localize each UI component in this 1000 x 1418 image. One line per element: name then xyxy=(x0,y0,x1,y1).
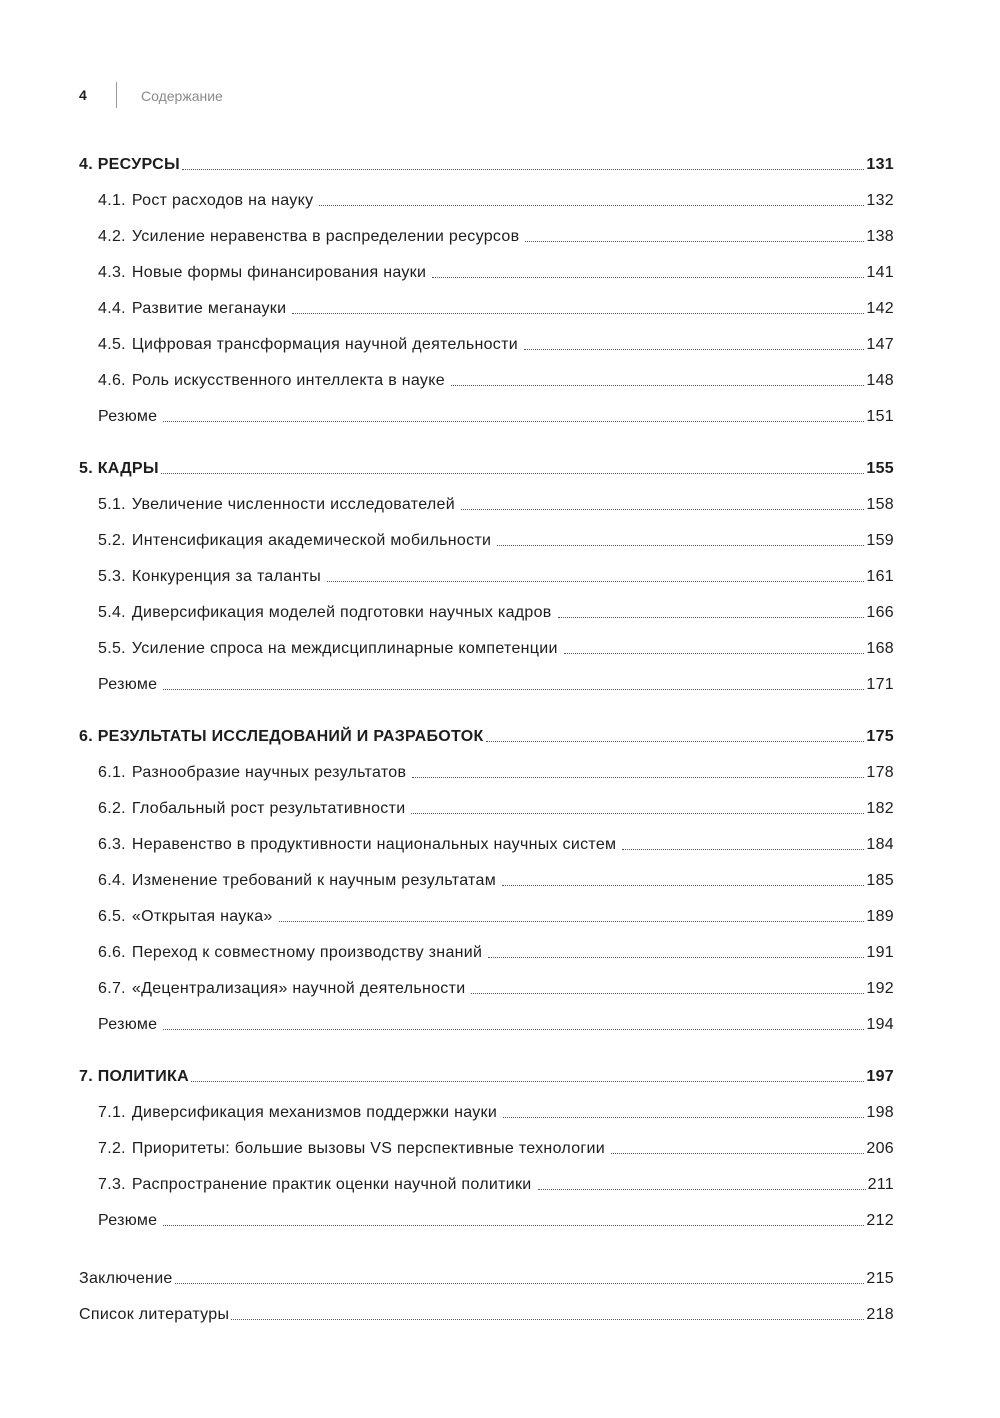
toc-entry-page-number: 198 xyxy=(866,1104,894,1121)
toc-entry-title: Рост расходов на науку xyxy=(131,192,314,209)
dot-leader xyxy=(163,1225,864,1226)
toc-entry-number: 4.3. xyxy=(98,264,126,281)
toc-entry-number: 6.4. xyxy=(98,872,126,889)
toc-entry-section[interactable] xyxy=(98,369,894,391)
toc-entry-section[interactable] xyxy=(98,869,894,891)
toc-entry-page-number: 161 xyxy=(866,568,894,585)
toc-entry-title: Интенсификация академической мобильности xyxy=(131,532,492,549)
dot-leader xyxy=(497,545,864,546)
toc-entry-page-number: 182 xyxy=(866,800,894,817)
dot-leader xyxy=(411,813,864,814)
toc-entry-title: Изменение требований к научным результатам xyxy=(131,872,496,889)
toc-entry-number: 6.5. xyxy=(98,908,126,925)
toc-entry-page-number: 131 xyxy=(866,156,894,173)
toc-entry-chapter[interactable] xyxy=(79,1065,894,1087)
toc-entry-number: 4.2. xyxy=(98,228,126,245)
toc-entry-page-number: 132 xyxy=(866,192,894,209)
toc-entry-summary[interactable] xyxy=(98,673,894,695)
toc-entry-title: Увеличение численности исследователей xyxy=(131,496,455,513)
toc-entry-chapter[interactable] xyxy=(79,725,894,747)
toc-entry-title: Роль искусственного интеллекта в науке xyxy=(131,372,445,389)
toc-entry-number: 6.6. xyxy=(98,944,126,961)
dot-leader xyxy=(163,1029,864,1030)
toc-entry-page-number: 147 xyxy=(866,336,894,353)
page-number: 4 xyxy=(79,87,87,103)
dot-leader xyxy=(525,241,864,242)
toc-entry-section[interactable] xyxy=(98,493,894,515)
toc-entry-number: 7.3. xyxy=(98,1176,126,1193)
toc-entry-page-number: 159 xyxy=(866,532,894,549)
toc-entry-number: 6.2. xyxy=(98,800,126,817)
dot-leader xyxy=(163,421,864,422)
toc-entry-page-number: 189 xyxy=(866,908,894,925)
dot-leader xyxy=(622,849,864,850)
dot-leader xyxy=(524,349,864,350)
toc-entry-page-number: 158 xyxy=(866,496,894,513)
toc-entry-title: Неравенство в продуктивности национальных научных систем xyxy=(131,836,617,853)
dot-leader xyxy=(503,1117,864,1118)
toc-entry-title: «Открытая наука» xyxy=(131,908,273,925)
dot-leader xyxy=(412,777,864,778)
dot-leader xyxy=(163,689,864,690)
toc-entry-page-number: 184 xyxy=(866,836,894,853)
dot-leader xyxy=(611,1153,864,1154)
toc-entry-title: Список литературы xyxy=(79,1306,230,1323)
dot-leader xyxy=(461,509,864,510)
toc-entry-section[interactable] xyxy=(98,1101,894,1123)
toc-entry-section[interactable] xyxy=(98,297,894,319)
toc-entry-number: 7.1. xyxy=(98,1104,126,1121)
dot-leader xyxy=(488,957,864,958)
toc-entry-page-number: 175 xyxy=(866,728,894,745)
dot-leader xyxy=(191,1081,864,1082)
toc-entry-page-number: 218 xyxy=(866,1306,894,1323)
toc-entry-page-number: 166 xyxy=(866,604,894,621)
toc-entry-section[interactable] xyxy=(98,1137,894,1159)
toc-entry-title: Цифровая трансформация научной деятельности xyxy=(131,336,518,353)
toc-entry-page-number: 197 xyxy=(866,1068,894,1085)
toc-entry-chapter[interactable] xyxy=(79,457,894,479)
toc-entry-page-number: 138 xyxy=(866,228,894,245)
dot-leader xyxy=(327,581,864,582)
toc-entry-section[interactable] xyxy=(98,833,894,855)
toc-entry-section[interactable] xyxy=(98,529,894,551)
toc-entry-number: 4.4. xyxy=(98,300,126,317)
dot-leader xyxy=(175,1283,865,1284)
toc-entry-title: «Децентрализация» научной деятельности xyxy=(131,980,466,997)
toc-entry-page-number: 168 xyxy=(866,640,894,657)
toc-entry-number: 5.2. xyxy=(98,532,126,549)
toc-entry-title: Резюме xyxy=(98,676,158,693)
toc-entry-title: Разнообразие научных результатов xyxy=(131,764,407,781)
toc-entry-title: Заключение xyxy=(79,1270,173,1287)
toc-entry-section[interactable] xyxy=(98,189,894,211)
toc-entry-page-number: 212 xyxy=(866,1212,894,1229)
toc-entry-section[interactable] xyxy=(98,565,894,587)
toc-entry-title: Новые формы финансирования науки xyxy=(131,264,427,281)
toc-entry-page-number: 194 xyxy=(866,1016,894,1033)
toc-entry-page-number: 215 xyxy=(866,1270,894,1287)
toc-entry-section[interactable] xyxy=(98,261,894,283)
toc-entry-section[interactable] xyxy=(98,333,894,355)
toc-entry-title: Диверсификация механизмов поддержки науки xyxy=(131,1104,498,1121)
toc-entry-page-number: 192 xyxy=(866,980,894,997)
toc-entry-section[interactable] xyxy=(98,797,894,819)
dot-leader xyxy=(558,617,865,618)
toc-entry-page-number: 185 xyxy=(866,872,894,889)
dot-leader xyxy=(161,473,865,474)
toc-entry-title: Развитие меганауки xyxy=(131,300,287,317)
dot-leader xyxy=(451,385,864,386)
toc-entry-title: Переход к совместному производству знаний xyxy=(131,944,483,961)
toc-entry-chapter[interactable] xyxy=(79,153,894,175)
toc-entry-page-number: 155 xyxy=(866,460,894,477)
toc-entry-number: 5.3. xyxy=(98,568,126,585)
dot-leader xyxy=(502,885,864,886)
toc-entry-page-number: 211 xyxy=(867,1176,894,1193)
toc-entry-number: 6.3. xyxy=(98,836,126,853)
toc-entry-number: 4.5. xyxy=(98,336,126,353)
dot-leader xyxy=(432,277,864,278)
toc-entry-number: 6.7. xyxy=(98,980,126,997)
toc-entry-title: Глобальный рост результативности xyxy=(131,800,406,817)
toc-entry-title: 7. ПОЛИТИКА xyxy=(79,1068,189,1085)
toc-entry-title: Усиление неравенства в распределении ресурсов xyxy=(131,228,520,245)
toc-entry-page-number: 171 xyxy=(866,676,894,693)
toc-entry-number: 4.6. xyxy=(98,372,126,389)
toc-entry-section[interactable] xyxy=(98,637,894,659)
toc-entry-summary[interactable] xyxy=(98,1209,894,1231)
toc-entry-title: 6. РЕЗУЛЬТАТЫ ИССЛЕДОВАНИЙ И РАЗРАБОТОК xyxy=(79,728,484,745)
dot-leader xyxy=(292,313,864,314)
toc-entry-title: Распространение практик оценки научной политики xyxy=(131,1176,532,1193)
toc-entry-page-number: 141 xyxy=(866,264,894,281)
toc-entry-page-number: 206 xyxy=(866,1140,894,1157)
toc-entry-title: Резюме xyxy=(98,1212,158,1229)
toc-entry-page-number: 142 xyxy=(866,300,894,317)
toc-entry-title: 5. КАДРЫ xyxy=(79,460,159,477)
toc-entry-number: 4.1. xyxy=(98,192,126,209)
dot-leader xyxy=(319,205,864,206)
dot-leader xyxy=(231,1319,864,1320)
toc-entry-title: 4. РЕСУРСЫ xyxy=(79,156,180,173)
toc-entry-summary[interactable] xyxy=(98,1013,894,1035)
dot-leader xyxy=(182,169,864,170)
toc-entry-section[interactable] xyxy=(98,941,894,963)
toc-entry-page-number: 151 xyxy=(866,408,894,425)
dot-leader xyxy=(279,921,865,922)
toc-entry-section[interactable] xyxy=(98,601,894,623)
toc-entry-title: Конкуренция за таланты xyxy=(131,568,322,585)
toc-entry-number: 5.4. xyxy=(98,604,126,621)
toc-entry-section[interactable] xyxy=(98,761,894,783)
toc-entry-title: Приоритеты: большие вызовы VS перспективные технологии xyxy=(131,1140,606,1157)
toc-entry-section[interactable] xyxy=(98,977,894,999)
dot-leader xyxy=(471,993,864,994)
toc-entry-section[interactable] xyxy=(98,1173,894,1195)
toc-entry-page-number: 178 xyxy=(866,764,894,781)
dot-leader xyxy=(538,1189,866,1190)
toc-entry-title: Усиление спроса на междисциплинарные компетенции xyxy=(131,640,558,657)
toc-entry-section[interactable] xyxy=(98,225,894,247)
toc-entry-number: 5.1. xyxy=(98,496,126,513)
toc-entry-number: 6.1. xyxy=(98,764,126,781)
toc-entry-end[interactable] xyxy=(79,1267,894,1289)
dot-leader xyxy=(486,741,865,742)
dot-leader xyxy=(564,653,865,654)
toc-entry-title: Диверсификация моделей подготовки научных кадров xyxy=(131,604,552,621)
toc-entry-section[interactable] xyxy=(98,905,894,927)
toc-entry-summary[interactable] xyxy=(98,405,894,427)
toc-entry-end[interactable] xyxy=(79,1303,894,1325)
toc-entry-page-number: 148 xyxy=(866,372,894,389)
toc-entry-title: Резюме xyxy=(98,1016,158,1033)
running-head-title: Содержание xyxy=(141,88,223,104)
toc-entry-number: 5.5. xyxy=(98,640,126,657)
header-divider xyxy=(116,82,117,108)
toc-entry-number: 7.2. xyxy=(98,1140,126,1157)
toc-entry-title: Резюме xyxy=(98,408,158,425)
toc-entry-page-number: 191 xyxy=(866,944,894,961)
